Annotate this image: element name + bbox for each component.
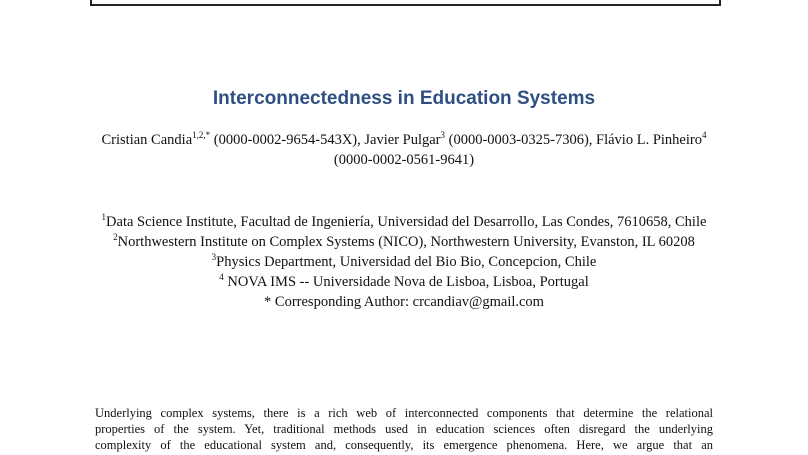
author-affiliation-marker: 3 — [440, 130, 445, 141]
abstract-line: complexity of the educational system and, consequently, its emergence phenomena. Here, we argue that an — [95, 438, 713, 452]
affiliation-marker: 3 — [211, 252, 217, 263]
author-name: Javier Pulgar — [364, 132, 441, 148]
author-orcid: (0000-0003-0325-7306), — [448, 132, 593, 148]
affiliation-text: Data Science Institute, Facultad de Ingeniería, Universidad del Desarrollo, Las Condes, 7610658, Chile — [106, 214, 707, 230]
affiliation-text: Physics Department, Universidad del Bio Bio, Concepcion, Chile — [216, 254, 597, 270]
abstract-paragraph — [95, 405, 713, 453]
affiliation-marker: 2 — [113, 232, 118, 243]
author-affiliation-marker: 1,2,* — [192, 130, 211, 141]
author-name: Flávio L. Pinheiro — [596, 132, 702, 148]
affiliation-text: NOVA IMS -- Universidade Nova de Lisboa, Lisboa, Portugal — [223, 274, 589, 290]
author-orcid: (0000-0002-0561-9641) — [333, 152, 475, 168]
author-name: Cristian Candia — [101, 132, 193, 148]
author-affiliation-marker: 4 — [701, 130, 707, 141]
header-frame-box — [90, 0, 721, 6]
affiliation-item — [95, 272, 713, 292]
affiliation-marker: 1 — [101, 212, 107, 223]
affiliation-marker: 4 — [219, 272, 224, 283]
author-list — [95, 130, 713, 170]
affiliation-text: Northwestern Institute on Complex Systems (NICO), Northwestern University, Evanston, IL 60208 — [117, 234, 695, 250]
affiliation-item — [95, 252, 713, 272]
affiliation-item — [95, 232, 713, 252]
affiliation-list — [95, 212, 713, 312]
author-orcid: (0000-0002-9654-543X), — [213, 132, 361, 148]
abstract-line: Underlying complex systems, there is a rich web of interconnected components that determine the relational — [95, 406, 713, 420]
abstract-line: properties of the system. Yet, traditional methods used in education sciences often disregard the underlying — [95, 422, 713, 436]
affiliation-item — [95, 212, 713, 232]
corresponding-author: * Corresponding Author: crcandiav@gmail.com — [264, 294, 544, 310]
paper-title: Interconnectedness in Education Systems — [212, 88, 596, 109]
